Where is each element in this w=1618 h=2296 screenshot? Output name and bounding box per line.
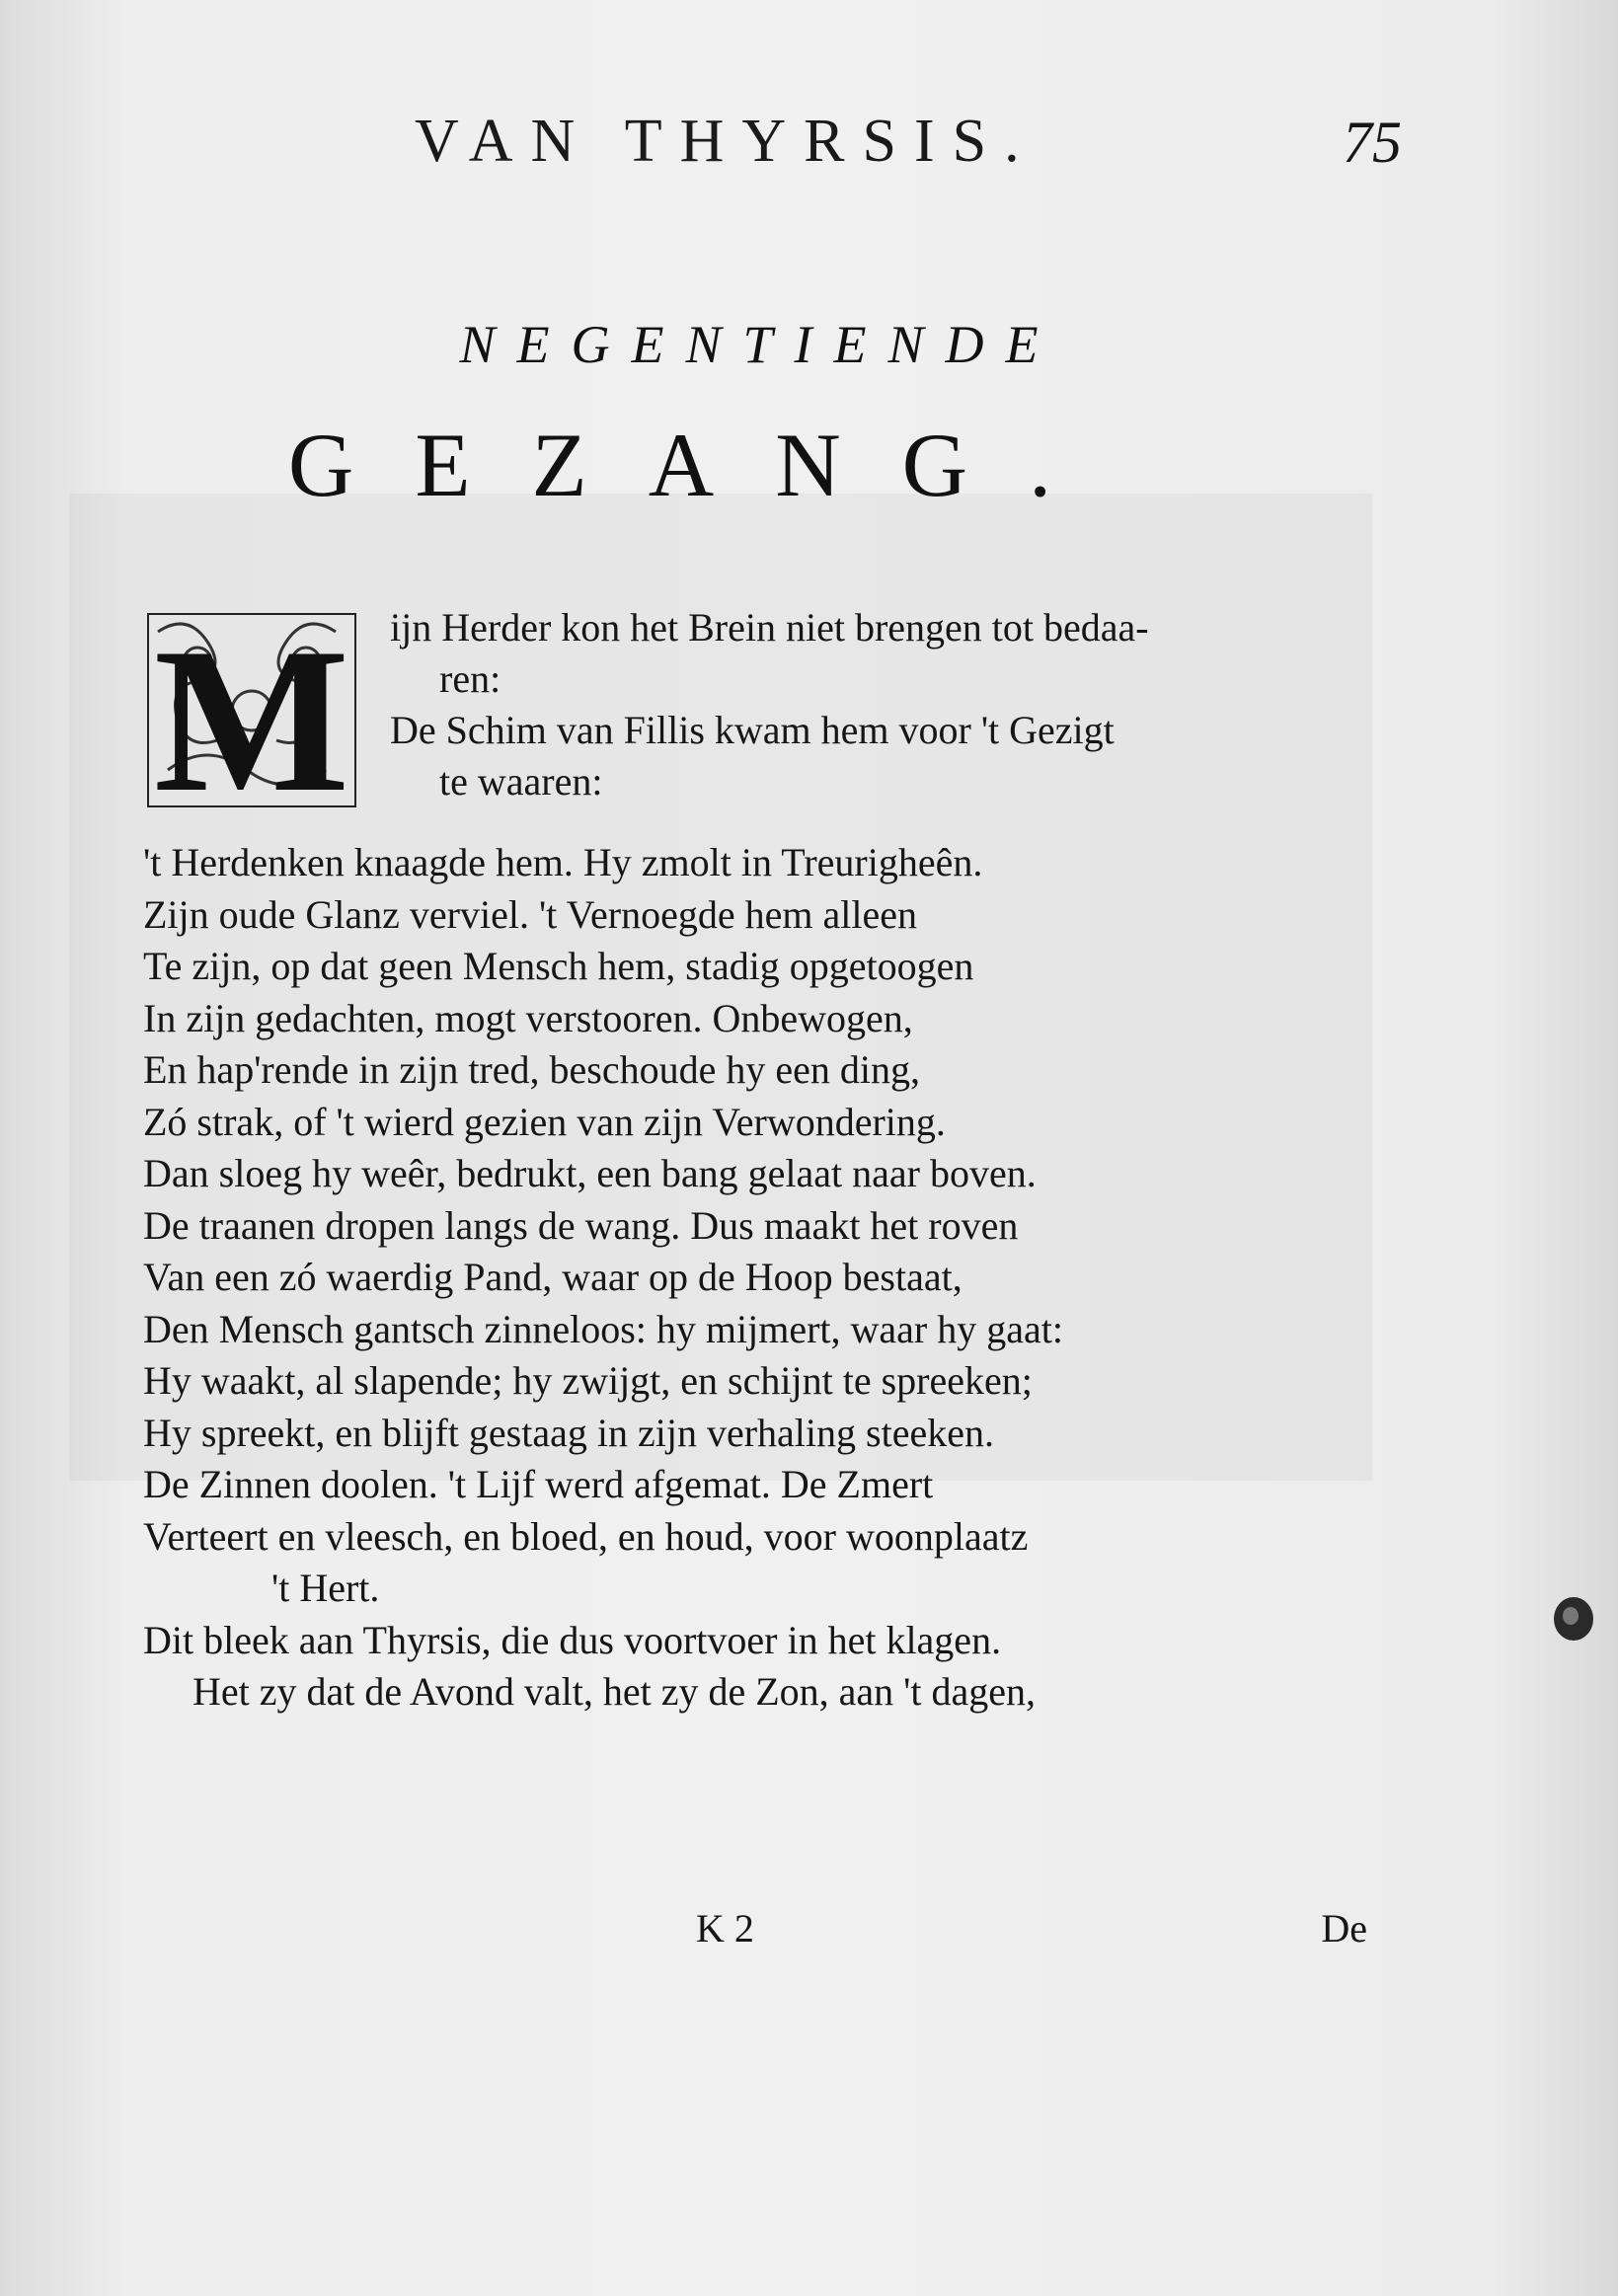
verse-line: ren: — [439, 656, 501, 701]
verse-line: Dit bleek aan Thyrsis, die dus voortvoer in het klagen. — [143, 1617, 1002, 1662]
chapter-title: GEZANG. — [287, 415, 1114, 515]
dropcap-letter: M — [153, 606, 350, 814]
verse-line: Van een zó waerdig Pand, waar op de Hoop bestaat, — [143, 1255, 963, 1299]
verse-line: In zijn gedachten, mogt verstooren. Onbewogen, — [143, 995, 913, 1040]
verse-line: De Zinnen doolen. 't Lijf werd afgemat. De Zmert — [143, 1462, 934, 1506]
verse-line: En hap'rende in zijn tred, beschoude hy een ding, — [143, 1047, 920, 1092]
verse-line: Dan sloeg hy weêr, bedrukt, een bang gelaat naar boven. — [143, 1151, 1037, 1195]
verse-line: Te zijn, op dat geen Mensch hem, stadig opgetoogen — [143, 944, 974, 988]
verse-line: Zijn oude Glanz verviel. 't Vernoegde hem alleen — [143, 891, 917, 937]
verse-line: Hy waakt, al slapende; hy zwijgt, en schijnt te spreeken; — [143, 1358, 1033, 1403]
page-header — [415, 99, 1422, 188]
ornamental-initial-m-icon — [138, 592, 385, 814]
opening-lines — [390, 602, 1397, 807]
verse-line-continuation: 't Hert. — [271, 1566, 380, 1610]
verse-body — [143, 837, 1407, 1719]
page-number: 75 — [1343, 110, 1402, 175]
verse-line: De Schim van Fillis kwam hem voor 't Gezigt — [390, 708, 1115, 752]
verse-line: Hy spreekt, en blijft gestaag in zijn verhaling steeken. — [143, 1410, 994, 1455]
verse-line: Den Mensch gantsch zinneloos: hy mijmert, waar hy gaat: — [143, 1306, 1063, 1351]
signature-mark: K 2 — [696, 1906, 754, 1951]
verse-line: 't Herdenken knaagde hem. Hy zmolt in Treurigheên. — [143, 840, 983, 884]
verse-line: ijn Herder kon het Brein niet brengen tot bedaa- — [390, 605, 1149, 650]
verse-line: te waaren: — [439, 759, 603, 804]
verse-line: Het zy dat de Avond valt, het zy de Zon, aan 't dagen, — [193, 1669, 1036, 1714]
page-footer — [143, 1905, 1367, 1964]
ink-blot-icon — [1551, 1594, 1596, 1644]
chapter-title-ordinal: NEGENTIENDE — [459, 315, 1060, 374]
catchword: De — [1321, 1906, 1367, 1951]
verse-line: Zó strak, of 't wierd gezien van zijn Verwondering. — [143, 1099, 946, 1144]
verse-line: De traanen dropen langs de wang. Dus maakt het roven — [143, 1202, 1019, 1248]
verse-line: Verteert en vleesch, en bloed, en houd, voor woonplaatz — [143, 1513, 1029, 1559]
running-title: VAN THYRSIS. — [415, 108, 1038, 175]
